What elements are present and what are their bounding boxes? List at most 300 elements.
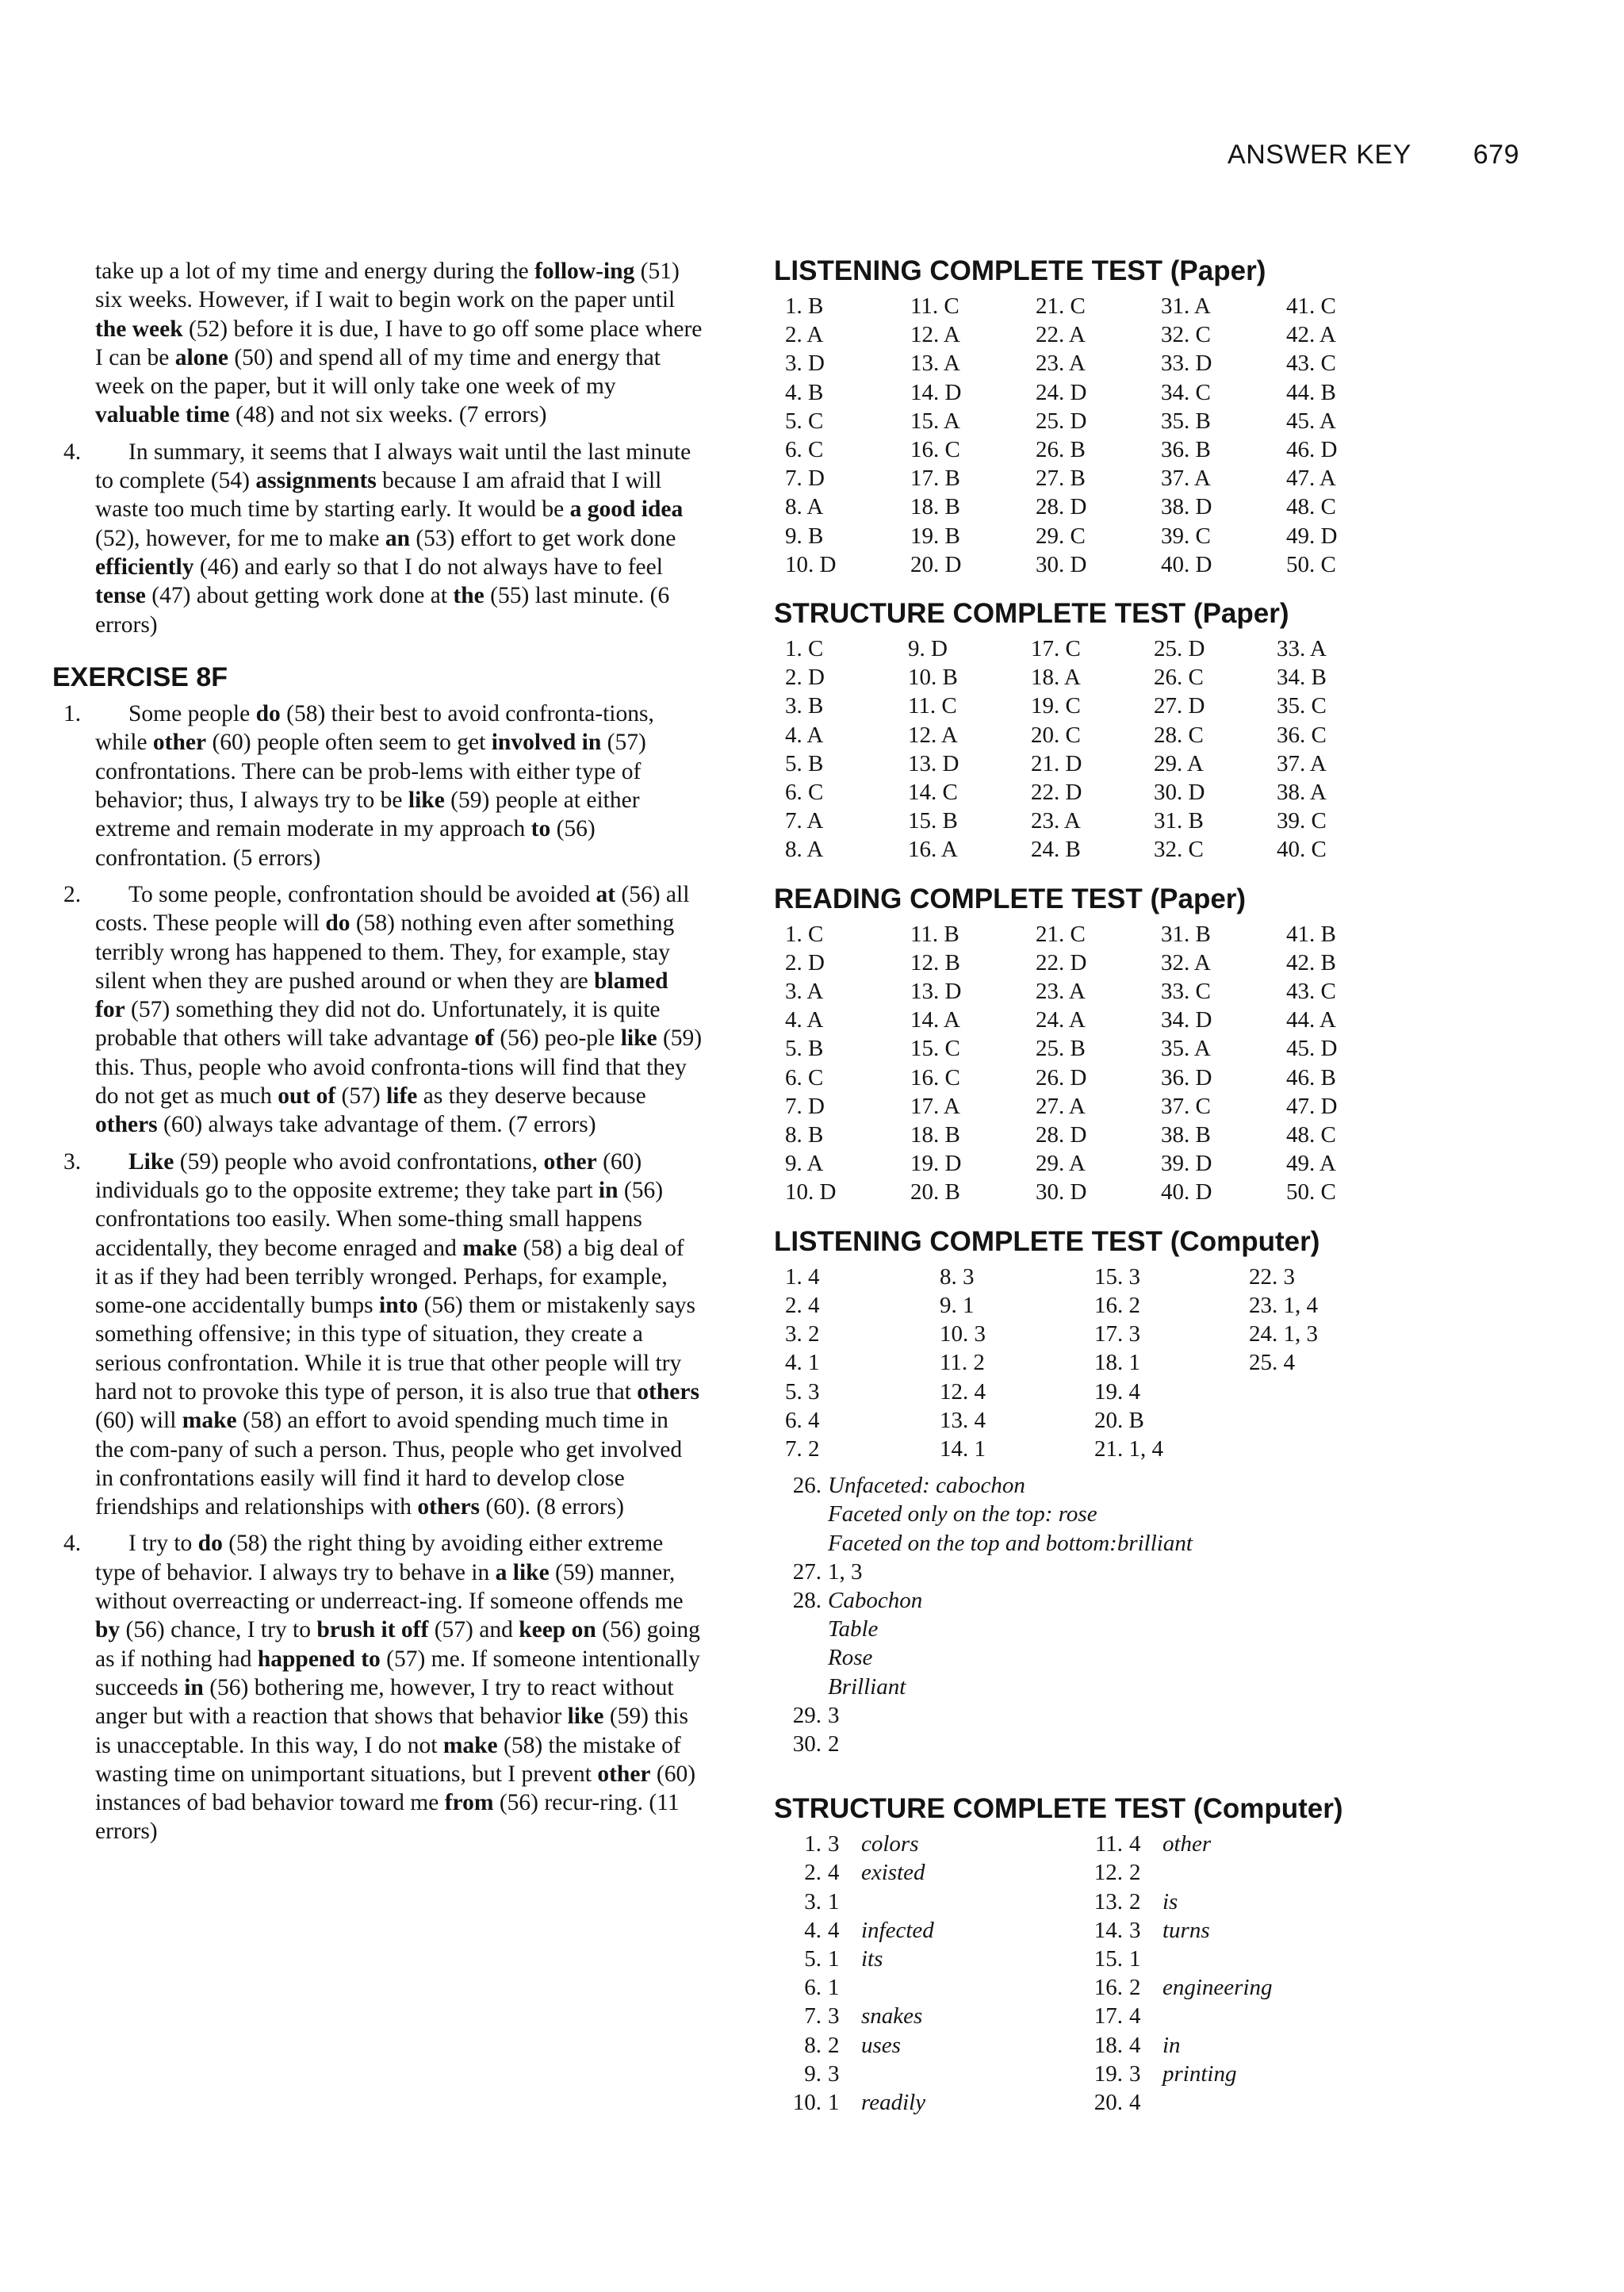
body-text: In summary, it seems that I always wait until the last minute to complete (54) [95, 439, 691, 494]
list-item: 27. 1, 3 [792, 1558, 863, 1585]
correction-text: by [95, 1617, 121, 1643]
answer-cell: 15. C [910, 1036, 960, 1062]
answer-choice: 1 [828, 1975, 840, 2001]
answer-choice: 3 [1129, 2060, 1141, 2087]
answer-cell: 17. 3 [1094, 1321, 1140, 1347]
answer-cell: 38. D [1161, 494, 1212, 520]
answer-choice: 1 [828, 2089, 840, 2115]
body-text: (50) and spend all of my time and energy that week on the paper, but it will only take one week of my [95, 344, 661, 400]
answer-cell: 25. 4 [1249, 1350, 1295, 1376]
question-number: 14. [1094, 1917, 1123, 1943]
correction-text: follow-ing [534, 259, 635, 284]
answer-cell: 7. 2 [785, 1435, 820, 1462]
answer-choice: 2 [1129, 1888, 1141, 1914]
body-text: (57) something they did not do. Unfortunately, it is quite probable that others will take advantage [95, 997, 661, 1052]
body-text: (57) and [428, 1617, 519, 1643]
answer-cell: 5. B [785, 750, 824, 776]
answer-cell: 24. B [1031, 837, 1081, 863]
answer-cell: 49. A [1286, 1151, 1336, 1177]
list-item: 26. Unfaceted: cabochon [792, 1473, 1025, 1499]
answer-cell: 2. A [785, 322, 824, 348]
correction-text: like [408, 788, 445, 814]
correction-text: life [386, 1083, 418, 1110]
answer-word: its [861, 1945, 883, 1972]
correction-text: of [474, 1025, 494, 1052]
answer-cell: 36. D [1161, 1064, 1212, 1090]
answer-cell: 7. D [785, 1093, 825, 1119]
answer-cell: 4. A [785, 722, 824, 748]
answer-cell [1078, 1973, 1380, 2002]
list-item-sub: Brilliant [828, 1673, 906, 1700]
answer-cell: 34. C [1161, 379, 1211, 405]
exercise-paragraph [52, 880, 703, 1140]
answer-word: other [1162, 1831, 1212, 1857]
question-number: 12. [1094, 1860, 1123, 1886]
answer-cell: 48. C [1286, 1122, 1336, 1148]
body-text: (57) [335, 1083, 387, 1110]
reading-paper-title: READING COMPLETE TEST (Paper) [774, 883, 1247, 914]
correction-text: make [442, 1732, 498, 1758]
answer-cell: 24. D [1036, 379, 1087, 405]
body-text: (56) confrontation. (5 errors) [95, 816, 596, 871]
body-text: Some people [128, 701, 256, 727]
correction-text: do [325, 910, 350, 937]
list-item: 28. Cabochon [792, 1587, 923, 1613]
question-number: 11. [1094, 1831, 1123, 1857]
body-text: (51) six weeks. However, if I wait to begin work on the paper until [95, 259, 680, 313]
answer-cell: 25. D [1154, 636, 1205, 662]
answer-cell: 21. D [1031, 750, 1082, 776]
answer-cell [1078, 1858, 1380, 1887]
question-number: 10. [792, 2089, 822, 2115]
answer-cell [777, 1973, 1078, 2002]
answer-cell: 38. A [1277, 780, 1327, 806]
answer-cell: 34. D [1161, 1007, 1212, 1033]
answer-cell: 19. 4 [1094, 1378, 1140, 1405]
body-text: (56) peo-ple [493, 1025, 621, 1052]
answer-cell: 40. D [1161, 551, 1212, 577]
answer-cell: 3. 2 [785, 1321, 820, 1347]
answer-choice: 3 [828, 2003, 840, 2029]
answer-cell: 9. B [785, 523, 824, 549]
answer-cell: 14. D [910, 379, 962, 405]
question-number: 13. [1094, 1888, 1123, 1914]
left-column [52, 257, 703, 1846]
body-text: To some people, confrontation should be avoided [128, 881, 596, 907]
answer-cell: 22. D [1031, 780, 1082, 806]
listening-computer-title: LISTENING COMPLETE TEST (Computer) [774, 1225, 1320, 1257]
answer-cell: 42. A [1286, 322, 1336, 348]
exercise-paragraph [52, 1148, 703, 1522]
answer-cell: 32. C [1154, 837, 1204, 863]
body-text: (56) going as if nothing had [95, 1617, 700, 1672]
answer-cell: 23. A [1036, 979, 1086, 1005]
body-text: (59) manner, without overreacting or underreact-ing. If someone offends me [95, 1559, 684, 1615]
question-number: 7. [804, 2003, 822, 2029]
question-number: 16. [1094, 1975, 1123, 2001]
answer-word: is [1162, 1888, 1178, 1914]
answer-cell [1078, 2060, 1380, 2088]
answer-cell: 26. B [1036, 437, 1086, 463]
answer-cell [1078, 1945, 1380, 1973]
answer-choice: 3 [828, 2060, 840, 2087]
correction-text: in [598, 1177, 619, 1203]
answer-choice: 2 [828, 2032, 840, 2058]
answer-choice: 4 [828, 1917, 840, 1943]
answer-cell: 5. 3 [785, 1378, 820, 1405]
body-text: as they deserve because [417, 1083, 646, 1110]
listening-paper-title: LISTENING COMPLETE TEST (Paper) [774, 255, 1266, 286]
answer-cell [1078, 2088, 1380, 2117]
listening-computer-answers [774, 1263, 1567, 1463]
correction-text: Like [128, 1148, 174, 1175]
paragraph-number: 4. [63, 1531, 82, 1557]
answer-cell: 20. C [1031, 722, 1081, 748]
answer-cell: 8. 3 [940, 1263, 975, 1290]
body-text: (58) nothing even after something terribly wrong has happened to them. They, for example, stay silent when they are pushed around or when they are [95, 910, 675, 994]
answer-cell: 10. 3 [940, 1321, 986, 1347]
body-text: take up a lot of my time and energy during the [95, 259, 535, 284]
body-text: I try to [128, 1531, 198, 1557]
answer-cell: 17. A [910, 1093, 960, 1119]
answer-cell: 13. D [910, 979, 962, 1005]
correction-text: involved in [491, 730, 602, 756]
body-text: (46) and early so that I do not always have to feel [193, 554, 663, 580]
right-column [774, 255, 1567, 2117]
correction-text: others [637, 1378, 699, 1405]
answer-cell: 46. B [1286, 1064, 1336, 1090]
answer-cell: 23. 1, 4 [1249, 1292, 1318, 1318]
paragraph-text [95, 882, 702, 1137]
body-text: (53) effort to get work done [409, 525, 676, 551]
answer-cell: 11. C [910, 293, 959, 319]
answer-cell: 4. B [785, 379, 824, 405]
answer-cell: 27. A [1036, 1093, 1086, 1119]
answer-cell [777, 2031, 1078, 2060]
question-number: 6. [804, 1975, 822, 2001]
answer-word: engineering [1162, 1975, 1273, 2001]
correction-text: do [255, 701, 281, 727]
answer-cell: 19. D [910, 1151, 962, 1177]
answer-cell: 33. A [1277, 636, 1327, 662]
answer-cell: 49. D [1286, 523, 1338, 549]
answer-cell: 10. D [785, 551, 837, 577]
answer-choice: 4 [1129, 2032, 1141, 2058]
answer-cell: 4. A [785, 1007, 824, 1033]
answer-cell: 1. C [785, 921, 824, 947]
correction-text: others [417, 1494, 481, 1520]
answer-cell: 28. D [1036, 1122, 1087, 1148]
answer-cell: 21. 1, 4 [1094, 1435, 1163, 1462]
answer-cell: 17. C [1031, 636, 1081, 662]
answer-cell: 8. B [785, 1122, 824, 1148]
list-item-sub: Rose [828, 1645, 873, 1671]
answer-cell: 14. A [910, 1007, 960, 1033]
answer-choice: 3 [828, 1831, 840, 1857]
answer-cell: 37. A [1161, 466, 1211, 492]
exercise-paragraph [52, 699, 703, 872]
answer-word: in [1162, 2032, 1181, 2058]
paragraph-text [95, 701, 654, 870]
answer-cell: 1. B [785, 293, 824, 319]
answer-word: printing [1162, 2060, 1237, 2087]
answer-cell: 43. C [1286, 351, 1336, 377]
answer-cell: 46. D [1286, 437, 1338, 463]
correction-text: other [152, 730, 207, 756]
answer-cell: 37. C [1161, 1093, 1211, 1119]
answer-cell: 22. 3 [1249, 1263, 1295, 1290]
answer-cell: 44. B [1286, 379, 1336, 405]
list-item-sub: Faceted only on the top: rose [828, 1501, 1097, 1527]
answer-cell: 12. 4 [940, 1378, 986, 1405]
body-text: (58) an effort to avoid spending much time in the com-pany of such a person. Thus, people who get involved in confrontations easily will find it hard to develop close friendships and relationships with [95, 1408, 683, 1520]
correction-text: blamed for [95, 968, 668, 1023]
answer-cell: 14. 1 [940, 1435, 986, 1462]
answer-cell: 15. 3 [1094, 1263, 1140, 1290]
answer-choice: 1 [1129, 1945, 1141, 1972]
answer-cell: 21. C [1036, 921, 1086, 947]
body-text: (60) will [95, 1408, 182, 1434]
body-text: (58) a big deal of it as if they had been terribly wronged. Perhaps, for example, some-one accidentally bumps [95, 1235, 684, 1319]
paragraph-number: 3. [63, 1148, 82, 1175]
body-text: (58) the right thing by avoiding either extreme type of behavior. I always try to behave in [95, 1531, 664, 1585]
answer-cell: 19. C [1031, 693, 1081, 719]
answer-cell: 29. A [1154, 750, 1204, 776]
answer-cell: 39. D [1161, 1151, 1212, 1177]
body-text: (56) chance, I try to [120, 1617, 317, 1643]
question-number: 8. [804, 2032, 822, 2058]
body-text: because I am afraid that I will waste too much time by starting early. It would be [95, 468, 662, 523]
answer-cell [777, 1945, 1078, 1973]
answer-cell: 12. A [910, 322, 960, 348]
answer-cell [777, 1858, 1078, 1887]
body-text: (57) confrontations. There can be prob-lems with either type of behavior; thus, I always try to be [95, 730, 646, 814]
question-number: 4. [804, 1917, 822, 1943]
body-text: (47) about getting work done at [145, 583, 454, 609]
answer-cell [1078, 1830, 1380, 1858]
answer-cell: 10. B [908, 665, 958, 691]
correction-text: other [597, 1761, 651, 1787]
answer-cell: 39. C [1277, 808, 1327, 834]
answer-cell: 2. D [785, 949, 825, 975]
answer-cell [1078, 2002, 1380, 2030]
answer-cell: 20. B [910, 1179, 960, 1205]
correction-text: tense [95, 583, 146, 609]
body-text: (56) recur-ring. (11 errors) [95, 1790, 680, 1845]
paragraph-text [95, 1149, 699, 1520]
answer-cell: 36. B [1161, 437, 1211, 463]
answer-cell: 14. C [908, 780, 958, 806]
answer-cell: 32. A [1161, 949, 1211, 975]
answer-cell: 40. C [1277, 837, 1327, 863]
answer-cell: 6. 4 [785, 1407, 820, 1433]
body-text: (59) this. Thus, people who avoid confronta-tions will find that they do not get as much [95, 1025, 703, 1110]
answer-choice: 1 [828, 1888, 840, 1914]
body-text: (58) the mistake of wasting time on unimportant situations, but I prevent [95, 1732, 681, 1787]
question-number: 1. [804, 1831, 822, 1857]
answer-cell: 41. B [1286, 921, 1336, 947]
body-text: (59) this is unacceptable. In this way, I do not [95, 1704, 688, 1758]
answer-cell: 15. B [908, 808, 958, 834]
answer-cell: 26. D [1036, 1064, 1087, 1090]
answer-cell: 8. A [785, 494, 824, 520]
paragraph-text [95, 439, 691, 638]
page-number: 679 [1473, 140, 1519, 170]
body-text: (56) confrontations too easily. When some-thing small happens accidentally, they become enraged and [95, 1177, 664, 1261]
answer-cell [1249, 1378, 1404, 1406]
answer-cell: 31. B [1161, 921, 1211, 947]
answer-cell: 31. B [1154, 808, 1204, 834]
answer-cell: 23. A [1036, 351, 1086, 377]
answer-cell: 16. 2 [1094, 1292, 1140, 1318]
exercise-paragraph [52, 1529, 703, 1845]
paragraph-text [95, 1531, 700, 1844]
answer-cell: 33. C [1161, 979, 1211, 1005]
structure-computer-title: STRUCTURE COMPLETE TEST (Computer) [774, 1793, 1343, 1825]
answer-cell: 50. C [1286, 1179, 1336, 1205]
answer-choice: 4 [1129, 2089, 1141, 2115]
answer-cell: 11. C [908, 693, 957, 719]
correction-text: other [543, 1148, 597, 1175]
body-text: (60) always take advantage of them. (7 errors) [157, 1112, 596, 1138]
answer-cell: 6. C [785, 1064, 824, 1090]
answer-word: existed [861, 1860, 925, 1886]
question-number: 3. [804, 1888, 822, 1914]
correction-text: an [385, 525, 410, 551]
paragraph-number: 4. [63, 439, 82, 465]
body-text: (48) and not six weeks. (7 errors) [229, 402, 547, 428]
answer-cell: 7. A [785, 808, 824, 834]
exercise-paragraphs [52, 699, 703, 1846]
answer-cell: 18. A [1031, 665, 1081, 691]
correction-text: the [453, 583, 485, 609]
question-number: 18. [1094, 2032, 1123, 2058]
answer-cell: 30. D [1036, 1179, 1087, 1205]
answer-cell [1078, 2031, 1380, 2060]
paragraph-number: 1. [63, 701, 82, 727]
answer-cell [777, 1888, 1078, 1916]
answer-cell [777, 2088, 1078, 2117]
question-number: 20. [1094, 2089, 1123, 2115]
question-number: 17. [1094, 2003, 1123, 2029]
body-text: (52) before it is due, I have to go off some place where I can be [95, 316, 703, 370]
correction-text: make [462, 1235, 518, 1261]
correction-text: efficiently [95, 554, 194, 580]
answer-cell: 26. C [1154, 665, 1204, 691]
answer-cell: 39. C [1161, 523, 1211, 549]
answer-cell: 7. D [785, 466, 825, 492]
answer-cell: 3. A [785, 979, 824, 1005]
answer-cell: 24. 1, 3 [1249, 1321, 1318, 1347]
answer-choice: 2 [1129, 1975, 1141, 2001]
correction-text: like [567, 1704, 604, 1730]
answer-cell: 35. B [1161, 408, 1211, 434]
answer-cell: 35. A [1161, 1036, 1211, 1062]
page-header [1228, 140, 1519, 171]
list-item: 30. 2 [792, 1730, 840, 1757]
listening-paper-answers [774, 292, 1567, 579]
continued-paragraph [52, 257, 703, 430]
answer-choice: 4 [828, 1860, 840, 1886]
answer-cell: 23. A [1031, 808, 1081, 834]
answer-cell: 19. B [910, 523, 960, 549]
answer-cell: 13. 4 [940, 1407, 986, 1433]
correction-text: alone [174, 344, 228, 370]
paragraph-4 [52, 438, 703, 639]
answer-cell: 15. A [910, 408, 960, 434]
correction-text: to [530, 816, 551, 842]
answer-cell: 24. A [1036, 1007, 1086, 1033]
answer-cell: 1. C [785, 636, 824, 662]
answer-cell: 34. B [1277, 665, 1327, 691]
answer-choice: 2 [1129, 1860, 1141, 1886]
answer-word: snakes [861, 2003, 923, 2029]
answer-choice: 4 [1129, 2003, 1141, 2029]
answer-choice: 3 [1129, 1917, 1141, 1943]
correction-text: the week [95, 316, 183, 342]
question-number: 19. [1094, 2060, 1123, 2087]
body-text: (60) people often seem to get [206, 730, 492, 756]
answer-cell: 30. D [1036, 551, 1087, 577]
correction-text: others [95, 1112, 158, 1138]
correction-text: from [444, 1790, 494, 1816]
answer-cell: 20. B [1094, 1407, 1144, 1433]
answer-cell: 50. C [1286, 551, 1336, 577]
list-item-sub: Table [828, 1616, 879, 1642]
answer-cell: 21. C [1036, 293, 1086, 319]
body-text: (56) them or mistakenly says something offensive; in this type of situation, they create a serious confrontation. While it is true that other people will try hard not to provoke this type of person, it is also true that [95, 1293, 696, 1405]
answer-cell: 6. C [785, 437, 824, 463]
correction-text: out of [278, 1083, 336, 1110]
answer-cell: 3. B [785, 693, 824, 719]
answer-cell: 17. B [910, 466, 960, 492]
body-text: (58) their best to avoid confronta-tions, while [95, 701, 654, 756]
answer-cell [1078, 1888, 1380, 1916]
correction-text: at [596, 881, 616, 907]
answer-cell: 3. D [785, 351, 825, 377]
correction-text: in [184, 1674, 204, 1700]
body-text: (59) people who avoid confrontations, [174, 1148, 544, 1175]
answer-cell: 18. B [910, 1122, 960, 1148]
answer-cell: 9. 1 [940, 1292, 975, 1318]
answer-cell: 28. D [1036, 494, 1087, 520]
answer-cell: 12. B [910, 949, 960, 975]
answer-cell: 44. A [1286, 1007, 1336, 1033]
structure-paper-answers [774, 634, 1567, 864]
answer-cell: 2. D [785, 665, 825, 691]
answer-cell [1078, 1916, 1380, 1945]
body-text: (60) individuals go to the opposite extreme; they take part [95, 1148, 642, 1203]
question-number: 2. [804, 1860, 822, 1886]
answer-cell: 36. C [1277, 722, 1327, 748]
answer-cell: 29. A [1036, 1151, 1086, 1177]
answer-cell: 27. B [1036, 466, 1086, 492]
answer-cell: 4. 1 [785, 1350, 820, 1376]
correction-text: a good idea [569, 496, 684, 523]
answer-cell [777, 1916, 1078, 1945]
answer-cell: 45. D [1286, 1036, 1338, 1062]
structure-paper-title: STRUCTURE COMPLETE TEST (Paper) [774, 598, 1289, 630]
answer-cell: 37. A [1277, 750, 1327, 776]
body-text: (59) people at either extreme and remain moderate in my approach [95, 788, 640, 842]
answer-cell: 20. D [910, 551, 962, 577]
answer-choice: 4 [1129, 1831, 1141, 1857]
answer-cell: 38. B [1161, 1122, 1211, 1148]
correction-text: assignments [255, 468, 377, 494]
answer-cell: 6. C [785, 780, 824, 806]
body-text: (55) last minute. (6 errors) [95, 583, 670, 638]
answer-cell: 47. D [1286, 1093, 1338, 1119]
